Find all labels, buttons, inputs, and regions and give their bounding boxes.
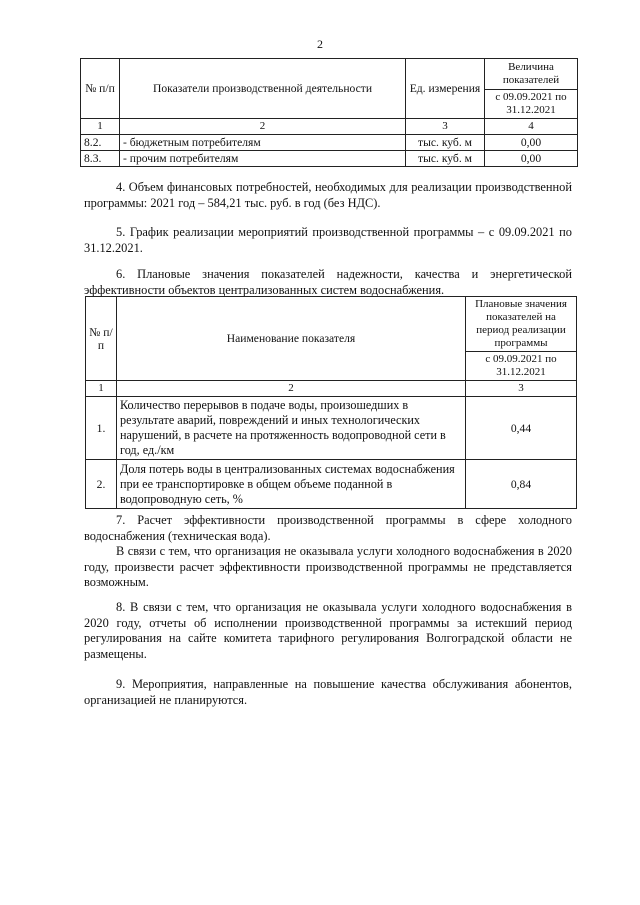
section-7-detail: В связи с тем, что организация не оказывала услуги холодного водоснабжения в 2020 году, произвести расчет эффективности производственной программы не представляется возможным. — [84, 544, 572, 589]
row-unit: тыс. куб. м — [406, 151, 485, 167]
section-5: 5. График реализации мероприятий производственной программы – с 09.09.2021 по 31.12.2021. — [84, 225, 572, 255]
production-indicators-table — [80, 58, 578, 167]
col-number: 3 — [466, 381, 577, 397]
row-unit: тыс. куб. м — [406, 135, 485, 151]
row-num: 8.3. — [81, 151, 120, 167]
col-number: 2 — [117, 381, 466, 397]
table-row — [81, 151, 578, 167]
header-name: Наименование показателя — [117, 297, 466, 381]
col-number: 1 — [86, 381, 117, 397]
row-value: 0,84 — [466, 460, 577, 509]
row-value: 0,00 — [485, 135, 578, 151]
row-num: 1. — [86, 397, 117, 460]
row-name: Количество перерывов в подаче воды, произошедших в результате аварий, повреждений и иных технологических нарушений, в расчете на протяженность водопроводной сети в год, ед./км — [117, 397, 466, 460]
header-indicator: Показатели производственной деятельности — [120, 59, 406, 119]
page-number: 2 — [317, 37, 323, 51]
table-row — [86, 460, 577, 509]
row-name: Доля потерь воды в централизованных системах водоснабжения при ее транспортировке в общем объеме поданной в водопроводную сеть, % — [117, 460, 466, 509]
header-num: № п/п — [81, 59, 120, 119]
row-name: - бюджетным потребителям — [120, 135, 406, 151]
col-number: 4 — [485, 119, 578, 135]
header-num: № п/п — [86, 297, 117, 381]
header-unit: Ед. измерения — [406, 59, 485, 119]
section-8: 8. В связи с тем, что организация не оказывала услуги холодного водоснабжения в 2020 году, отчеты об исполнении производственной программы за истекший период регулирования на сайте комитета тарифного регулирования Волгоградской области не размещены. — [84, 600, 572, 661]
col-number: 1 — [81, 119, 120, 135]
section-4: 4. Объем финансовых потребностей, необходимых для реализации производственной программы: 2021 год – 584,21 тыс. руб. в год (без НДС). — [84, 180, 572, 210]
header-period: с 09.09.2021 по 31.12.2021 — [485, 90, 578, 119]
row-name: - прочим потребителям — [120, 151, 406, 167]
col-number: 3 — [406, 119, 485, 135]
section-9: 9. Мероприятия, направленные на повышение качества обслуживания абонентов, организацией не планируются. — [84, 677, 572, 707]
table-row — [81, 135, 578, 151]
header-value-title: Плановые значения показателей на период реализации программы — [466, 297, 577, 352]
header-period: с 09.09.2021 по 31.12.2021 — [466, 352, 577, 381]
reliability-indicators-table — [85, 296, 577, 509]
section-6: 6. Плановые значения показателей надежности, качества и энергетической эффективности объектов централизованных систем водоснабжения. — [84, 267, 572, 297]
row-num: 2. — [86, 460, 117, 509]
row-num: 8.2. — [81, 135, 120, 151]
col-number: 2 — [120, 119, 406, 135]
row-value: 0,44 — [466, 397, 577, 460]
section-7: 7. Расчет эффективности производственной программы в сфере холодного водоснабжения (техническая вода). В связи с тем, что организация не оказывала услуги холодного водоснабжения в 2020 году, произвести расчет эффективности производственной программы не представляется возможным. — [84, 513, 572, 589]
row-value: 0,00 — [485, 151, 578, 167]
header-value-title: Величина показателей — [485, 59, 578, 90]
table-row — [86, 397, 577, 460]
